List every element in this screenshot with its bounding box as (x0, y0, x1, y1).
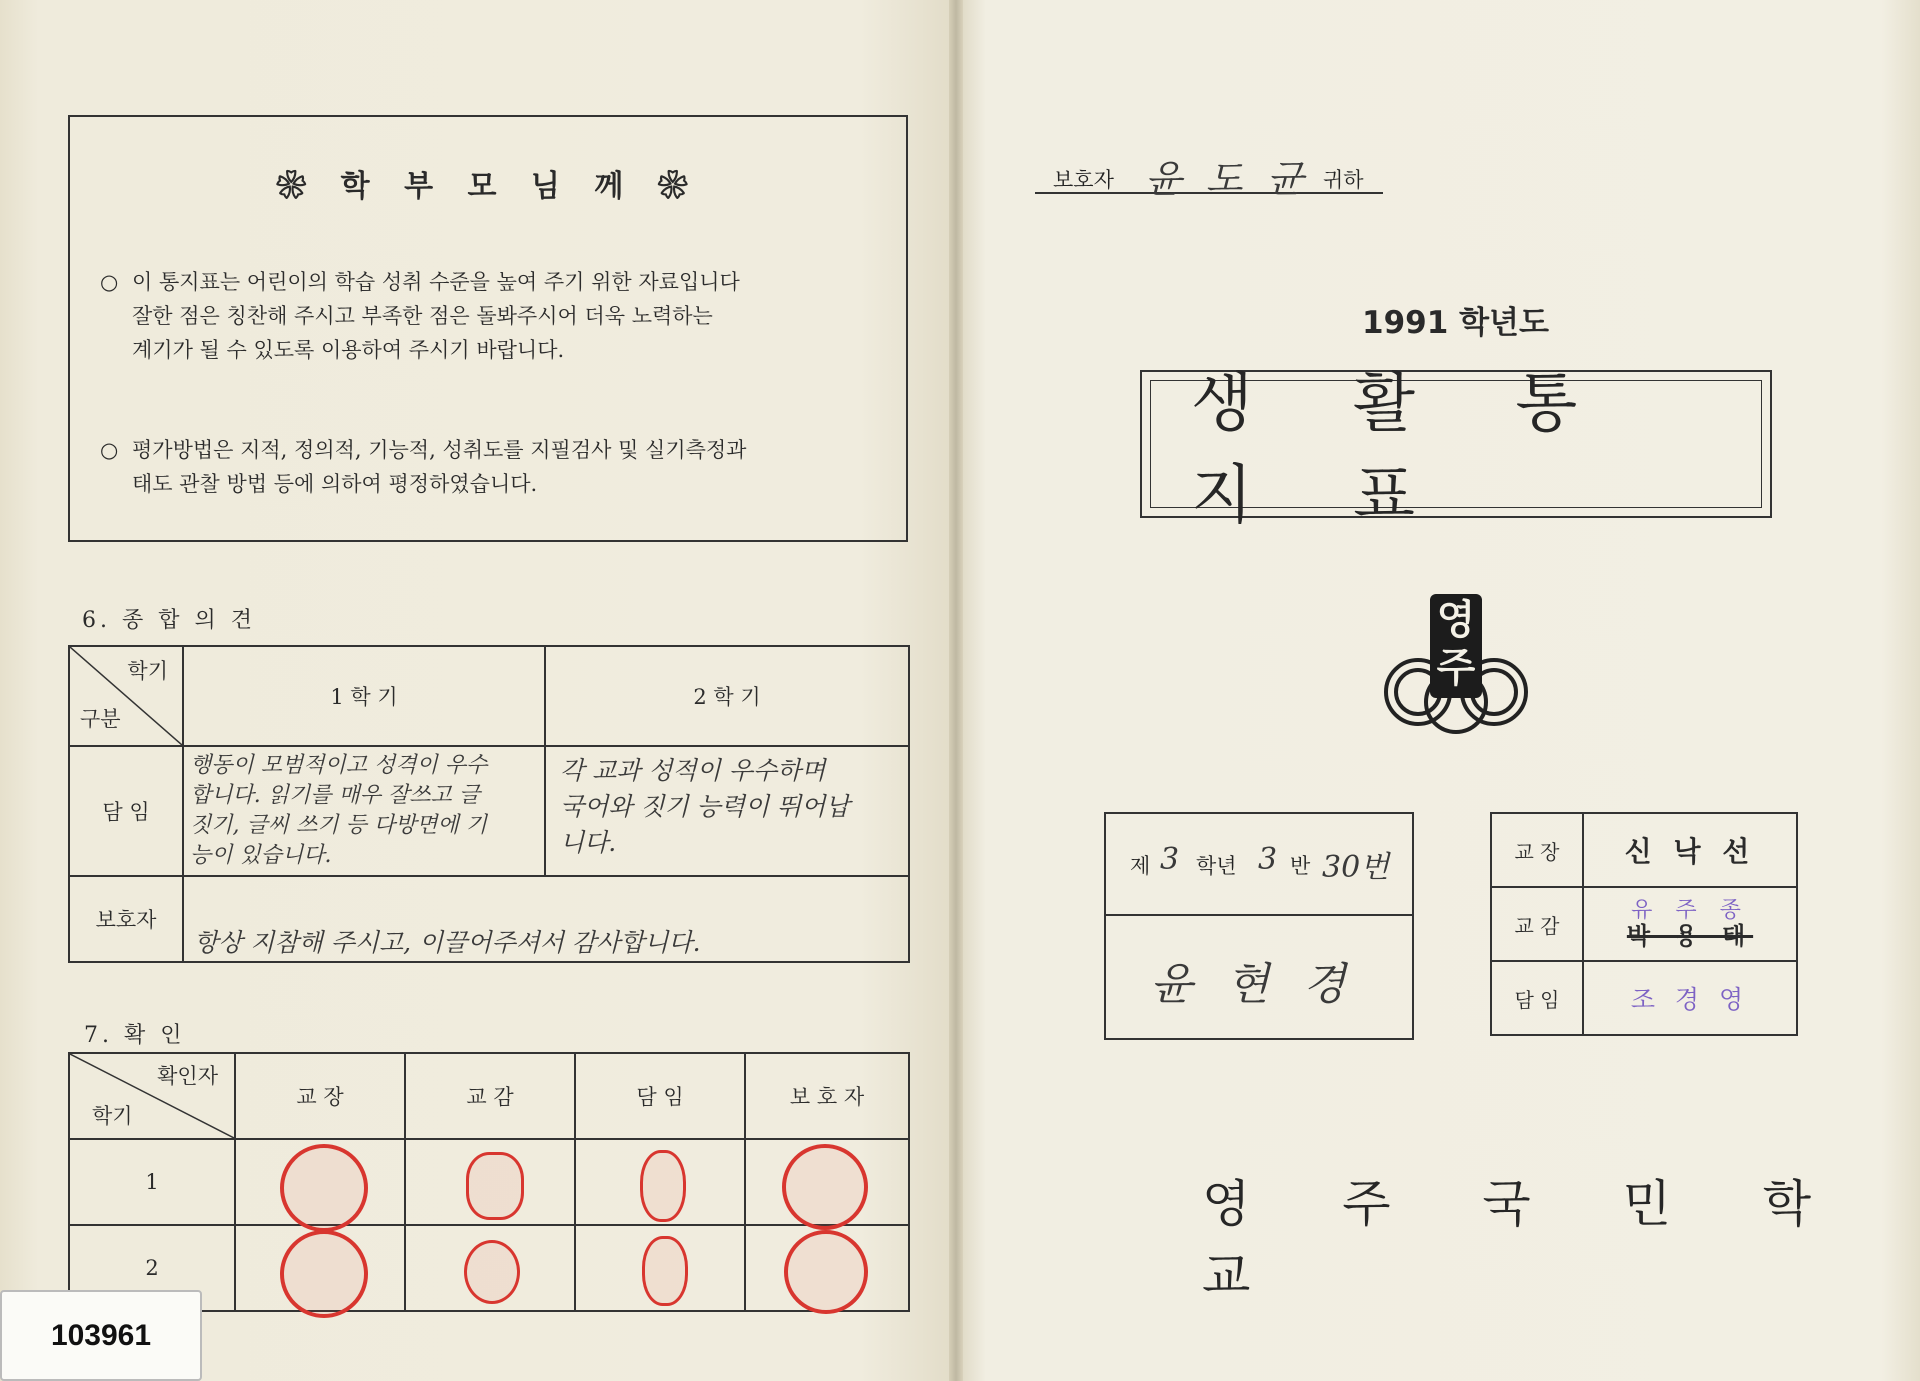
vice-principal-name: 박 용 태 (1626, 921, 1754, 950)
homeroom-sem1-comment (183, 746, 545, 876)
red-seal-stamp (784, 1230, 868, 1314)
vice-principal-column-header: 교 감 (405, 1053, 575, 1139)
homeroom-name: 조 경 영 (1583, 961, 1797, 1035)
parent-notice-box (68, 115, 908, 542)
guardian-column-header: 보 호 자 (745, 1053, 909, 1139)
prefix-label: 제 (1130, 854, 1151, 878)
teacher-seal-1 (575, 1139, 745, 1225)
red-seal-stamp (280, 1230, 368, 1318)
notice-line: 계기가 될 수 있도록 이용하여 주시기 바랍니다. (132, 338, 565, 362)
semester-1-row-label: 1 (69, 1139, 235, 1225)
red-seal-stamp (464, 1240, 520, 1304)
grade-value: 3 (1160, 842, 1180, 877)
student-number: 30번 (1322, 850, 1390, 885)
principal-seal-2 (235, 1225, 405, 1311)
emblem-char-2: 주 (1436, 645, 1476, 691)
corner-top-label: 확인자 (157, 1064, 218, 1088)
vice-principal-cell (1583, 887, 1797, 961)
semester-1-header: 1 학 기 (183, 646, 545, 746)
vice-principal-role: 교 감 (1491, 887, 1583, 961)
student-class-row (1106, 814, 1412, 916)
principal-column-header: 교 장 (235, 1053, 405, 1139)
notice-line: 잘한 점은 칭찬해 주시고 부족한 점은 돌봐주시어 더욱 노력하는 (132, 304, 713, 328)
semester-2-row-label: 2 (69, 1225, 235, 1311)
handwritten-line: 니다. (560, 828, 617, 857)
homeroom-sem2-comment (545, 746, 909, 876)
guardian-label: 보호자 (1053, 168, 1114, 192)
guardian-comment: 항상 지참해 주시고, 이끌어주셔서 감사합니다. (183, 876, 909, 962)
title-frame (1140, 367, 1772, 533)
handwritten-line: 짓기, 글씨 쓰기 등 다방면에 기 (190, 813, 487, 838)
handwritten-line: 국어와 짓기 능력이 뛰어납 (560, 792, 850, 821)
handwritten-line: 각 교과 성적이 우수하며 (560, 756, 826, 785)
school-emblem (1378, 590, 1534, 740)
class-label: 반 (1290, 854, 1311, 878)
staff-table (1490, 812, 1798, 1036)
guardian-seal-2 (745, 1225, 909, 1311)
homeroom-role: 담 임 (1491, 961, 1583, 1035)
vice-principal-replacement: 유 주 종 (1631, 898, 1749, 923)
red-seal-stamp (466, 1152, 524, 1220)
handwritten-line: 행동이 모범적이고 성격이 우수 (190, 753, 488, 778)
guardian-name: 윤 도 균 (1145, 157, 1310, 201)
corner-top-label: 학기 (127, 659, 168, 683)
bullet-symbol: ○ (100, 438, 119, 462)
school-name: 영 주 국 민 학 교 (1202, 1175, 1850, 1305)
notice-title: ❀ 학 부 모 님 께 ❀ (276, 169, 700, 204)
principal-role: 교 장 (1491, 813, 1583, 887)
class-value: 3 (1258, 842, 1278, 877)
guardian-suffix: 귀하 (1323, 168, 1364, 192)
opinion-corner-cell (69, 646, 183, 746)
notice-line: 태도 관찰 방법 등에 의하여 평정하였습니다. (132, 472, 538, 496)
corner-bottom-label: 학기 (92, 1104, 133, 1128)
corner-bottom-label: 구분 (80, 707, 121, 731)
red-seal-stamp (782, 1144, 868, 1230)
red-seal-stamp (280, 1144, 368, 1232)
student-name: 윤 현 경 (1150, 959, 1356, 1010)
opinion-heading: 6. 종 합 의 견 (82, 608, 256, 633)
red-seal-stamp (642, 1236, 688, 1306)
homeroom-label: 담 임 (69, 746, 183, 876)
report-title: 생 활 통 지 표 (1150, 380, 1762, 508)
principal-name: 신 낙 선 (1583, 813, 1797, 887)
guardian-address-line (1035, 148, 1383, 201)
principal-seal-1 (235, 1139, 405, 1225)
confirm-corner-cell (69, 1053, 235, 1139)
emblem-char-1: 영 (1436, 597, 1476, 643)
archive-number-tag: 103961 (0, 1290, 202, 1381)
vice-seal-1 (405, 1139, 575, 1225)
grade-label: 학년 (1196, 854, 1237, 878)
vice-seal-2 (405, 1225, 575, 1311)
teacher-seal-2 (575, 1225, 745, 1311)
handwritten-line: 능이 있습니다. (190, 843, 332, 868)
handwritten-line: 합니다. 읽기를 매우 잘쓰고 글 (190, 783, 480, 808)
confirm-table (68, 1052, 910, 1312)
red-seal-stamp (640, 1150, 686, 1222)
semester-2-header: 2 학 기 (545, 646, 909, 746)
opinion-table (68, 645, 910, 963)
confirm-heading: 7. 확 인 (84, 1023, 186, 1048)
notice-line: 평가방법은 지적, 정의적, 기능적, 성취도를 지필검사 및 실기측정과 (132, 438, 747, 462)
notice-line: 이 통지표는 어린이의 학습 성취 수준을 높여 주기 위한 자료입니다 (132, 270, 740, 294)
booklet-spine (949, 0, 963, 1381)
bullet-symbol: ○ (100, 270, 119, 294)
guardian-seal-1 (745, 1139, 909, 1225)
guardian-row-label: 보호자 (69, 876, 183, 962)
teacher-column-header: 담 임 (575, 1053, 745, 1139)
student-info-box (1104, 812, 1414, 1040)
school-year: 1991 학년도 (1362, 305, 1549, 341)
